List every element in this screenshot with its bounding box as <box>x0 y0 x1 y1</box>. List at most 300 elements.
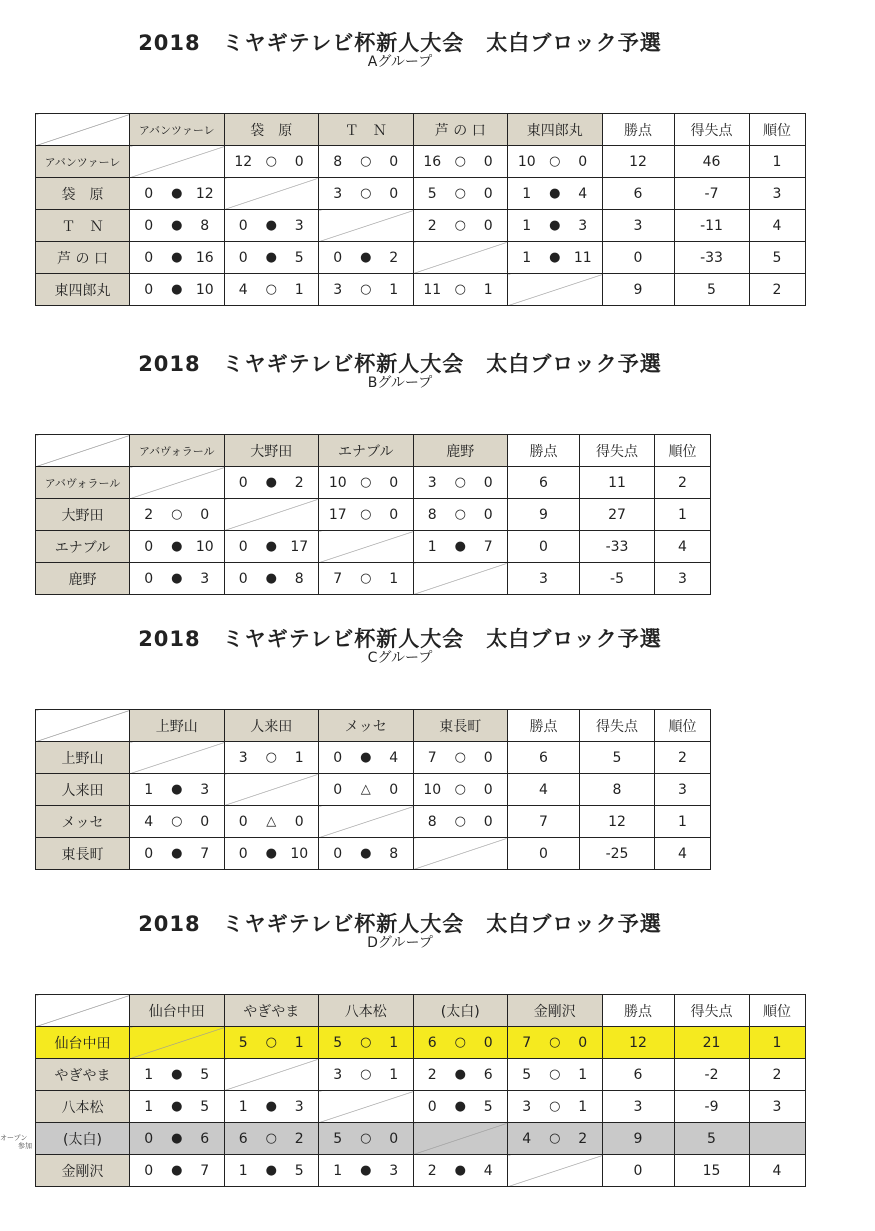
score-mark: ● <box>171 782 183 797</box>
team-row <box>36 499 711 531</box>
rank-cell: 1 <box>655 806 711 838</box>
goal-diff-cell: -5 <box>580 563 655 595</box>
score-mark: ○ <box>171 814 183 829</box>
score <box>517 186 593 202</box>
stat-header: 勝点 <box>602 995 674 1027</box>
score-scored: 0 <box>144 249 154 266</box>
match-result-cell <box>508 146 603 178</box>
score-mark: ○ <box>549 1131 561 1146</box>
match-result-cell <box>319 1123 414 1155</box>
stat-header: 得失点 <box>674 995 749 1027</box>
column-team-header: Ｔ Ｎ <box>319 114 414 146</box>
column-team-header: アバンツァーレ <box>130 114 225 146</box>
score-scored: 2 <box>427 217 437 234</box>
score-scored: 2 <box>427 1066 437 1083</box>
score <box>422 1099 498 1115</box>
row-team-name: Ｔ Ｎ <box>36 210 130 242</box>
team-row <box>36 774 711 806</box>
score <box>328 186 404 202</box>
score-conceded: 3 <box>294 217 304 234</box>
score-mark: ○ <box>454 782 466 797</box>
score-mark: ● <box>265 846 277 861</box>
goal-diff-cell: 46 <box>674 146 749 178</box>
match-result-cell <box>130 242 225 274</box>
score-scored: 11 <box>423 281 442 298</box>
score-mark: ○ <box>454 814 466 829</box>
score-conceded: 8 <box>294 570 304 587</box>
score <box>233 1099 309 1115</box>
score <box>422 186 498 202</box>
score-mark: ● <box>171 1163 183 1178</box>
match-result-cell <box>130 838 225 870</box>
corner-cell <box>36 114 130 146</box>
score <box>422 1035 498 1051</box>
score-conceded: 0 <box>578 1034 588 1051</box>
score-mark: ○ <box>360 571 372 586</box>
score-conceded: 0 <box>389 185 399 202</box>
goal-diff-cell: -25 <box>580 838 655 870</box>
score-scored: 0 <box>333 781 343 798</box>
score-scored: 1 <box>427 538 437 555</box>
team-row <box>36 467 711 499</box>
score-scored: 8 <box>333 153 343 170</box>
match-result-cell <box>413 467 508 499</box>
goal-diff-cell: 12 <box>580 806 655 838</box>
match-result-cell <box>413 178 508 210</box>
goal-diff-cell: -9 <box>674 1091 749 1123</box>
self-match-cell <box>413 1123 508 1155</box>
header-row <box>36 710 711 742</box>
points-cell: 6 <box>508 467 580 499</box>
score-scored: 16 <box>423 153 442 170</box>
match-result-cell <box>224 146 319 178</box>
score-mark: ● <box>171 250 183 265</box>
match-result-cell <box>130 1091 225 1123</box>
score-conceded: 1 <box>294 749 304 766</box>
score-mark: ● <box>171 282 183 297</box>
score-conceded: 1 <box>578 1066 588 1083</box>
goal-diff-cell: -2 <box>674 1059 749 1091</box>
self-match-cell <box>224 774 319 806</box>
match-result-cell <box>130 499 225 531</box>
score-mark: ○ <box>265 1131 277 1146</box>
match-result-cell <box>130 806 225 838</box>
score-mark: ● <box>171 539 183 554</box>
score-mark: ○ <box>454 750 466 765</box>
score-mark: ○ <box>454 218 466 233</box>
score-mark: ○ <box>360 1131 372 1146</box>
column-team-header: 八本松 <box>319 995 414 1027</box>
score-mark: ○ <box>454 282 466 297</box>
score <box>328 1067 404 1083</box>
match-result-cell <box>224 742 319 774</box>
score-mark: ○ <box>549 1035 561 1050</box>
score <box>139 539 215 555</box>
match-result-cell <box>413 274 508 306</box>
score <box>233 1131 309 1147</box>
score-mark: ● <box>360 250 372 265</box>
score-scored: 1 <box>333 1162 343 1179</box>
score <box>517 1131 593 1147</box>
match-result-cell <box>130 178 225 210</box>
match-result-cell <box>319 1027 414 1059</box>
score <box>422 750 498 766</box>
match-result-cell <box>319 146 414 178</box>
score-scored: 3 <box>333 281 343 298</box>
points-cell: 9 <box>602 1123 674 1155</box>
match-result-cell <box>319 742 414 774</box>
score <box>328 1131 404 1147</box>
score-conceded: 7 <box>200 845 210 862</box>
rank-cell: 1 <box>749 1027 805 1059</box>
score-mark: ● <box>265 571 277 586</box>
match-result-cell <box>508 1091 603 1123</box>
score-conceded: 0 <box>200 506 210 523</box>
row-team-name: アバンツァーレ <box>36 146 130 178</box>
team-row <box>36 274 806 306</box>
score-scored: 8 <box>427 506 437 523</box>
score-scored: 0 <box>427 1098 437 1115</box>
stat-header: 勝点 <box>508 435 580 467</box>
column-team-header: 大野田 <box>224 435 319 467</box>
team-row <box>36 742 711 774</box>
self-match-cell <box>319 806 414 838</box>
score-conceded: 1 <box>389 1066 399 1083</box>
score-scored: 0 <box>238 570 248 587</box>
row-team-name: アバヴォラール <box>36 467 130 499</box>
score-mark: ● <box>360 1163 372 1178</box>
stat-header: 得失点 <box>580 710 655 742</box>
match-result-cell <box>130 1123 225 1155</box>
score <box>422 154 498 170</box>
score-mark: ● <box>265 250 277 265</box>
score-scored: 0 <box>333 749 343 766</box>
goal-diff-cell: -33 <box>580 531 655 563</box>
rank-cell: 2 <box>655 467 711 499</box>
match-result-cell <box>224 1091 319 1123</box>
match-result-cell <box>130 531 225 563</box>
league-table <box>35 994 806 1187</box>
group-subtitle: Cグループ <box>367 650 433 666</box>
match-result-cell <box>130 563 225 595</box>
score-conceded: 0 <box>294 153 304 170</box>
match-result-cell <box>413 1027 508 1059</box>
score-mark: ○ <box>454 1035 466 1050</box>
score-mark: ● <box>171 1099 183 1114</box>
column-team-header: 袋 原 <box>224 114 319 146</box>
score-conceded: 0 <box>389 781 399 798</box>
score <box>517 1099 593 1115</box>
score-mark: ○ <box>265 154 277 169</box>
team-row <box>36 178 806 210</box>
row-team-name: 大野田 <box>36 499 130 531</box>
points-cell: 0 <box>602 1155 674 1187</box>
score-scored: 8 <box>427 813 437 830</box>
points-cell: 3 <box>602 1091 674 1123</box>
match-result-cell <box>413 742 508 774</box>
corner-cell <box>36 435 130 467</box>
match-result-cell <box>319 467 414 499</box>
score-scored: 0 <box>144 845 154 862</box>
score-scored: 0 <box>238 249 248 266</box>
score-mark: ○ <box>171 507 183 522</box>
score-mark: ○ <box>265 282 277 297</box>
score <box>233 154 309 170</box>
score-mark: ● <box>265 1163 277 1178</box>
score-scored: 3 <box>333 185 343 202</box>
score-conceded: 0 <box>483 506 493 523</box>
score-mark: ● <box>171 186 183 201</box>
goal-diff-cell: 8 <box>580 774 655 806</box>
score-mark: ○ <box>454 475 466 490</box>
score-conceded: 4 <box>483 1162 493 1179</box>
team-row <box>36 210 806 242</box>
score-conceded: 0 <box>483 185 493 202</box>
match-result-cell <box>319 178 414 210</box>
match-result-cell <box>413 1091 508 1123</box>
match-result-cell <box>319 774 414 806</box>
points-cell: 0 <box>508 838 580 870</box>
score-scored: 0 <box>333 845 343 862</box>
score-conceded: 0 <box>389 474 399 491</box>
team-row <box>36 531 711 563</box>
score-scored: 1 <box>522 217 532 234</box>
match-result-cell <box>508 1027 603 1059</box>
score-mark: ○ <box>360 186 372 201</box>
stat-header: 順位 <box>655 435 711 467</box>
score <box>328 571 404 587</box>
group-title: 2018 ミヤギテレビ杯新人大会 太白ブロック予選 <box>138 912 662 936</box>
score <box>517 154 593 170</box>
column-team-header: エナブル <box>319 435 414 467</box>
score-conceded: 0 <box>483 813 493 830</box>
points-cell: 12 <box>602 1027 674 1059</box>
team-row <box>36 806 711 838</box>
score-mark: ○ <box>549 154 561 169</box>
score-conceded: 2 <box>389 249 399 266</box>
score <box>328 750 404 766</box>
league-table <box>35 113 806 306</box>
match-result-cell <box>130 274 225 306</box>
goal-diff-cell: 27 <box>580 499 655 531</box>
row-team-name: 八本松 <box>36 1091 130 1123</box>
score-conceded: 3 <box>200 781 210 798</box>
score-conceded: 10 <box>195 281 214 298</box>
self-match-cell <box>413 242 508 274</box>
match-result-cell <box>130 1155 225 1187</box>
score <box>328 154 404 170</box>
goal-diff-cell: -11 <box>674 210 749 242</box>
score <box>139 218 215 234</box>
team-row <box>36 838 711 870</box>
score-scored: 4 <box>144 813 154 830</box>
score <box>328 475 404 491</box>
column-team-header: (太白) <box>413 995 508 1027</box>
match-result-cell <box>224 1027 319 1059</box>
match-result-cell <box>224 563 319 595</box>
group-title: 2018 ミヤギテレビ杯新人大会 太白ブロック予選 <box>138 31 662 55</box>
match-result-cell <box>319 1059 414 1091</box>
match-result-cell <box>413 146 508 178</box>
score <box>139 571 215 587</box>
points-cell: 12 <box>602 146 674 178</box>
score-scored: 3 <box>427 474 437 491</box>
points-cell: 7 <box>508 806 580 838</box>
self-match-cell <box>130 742 225 774</box>
score-mark: △ <box>266 814 277 829</box>
points-cell: 6 <box>508 742 580 774</box>
team-row <box>36 1123 806 1155</box>
score <box>517 1067 593 1083</box>
stat-header: 順位 <box>749 114 805 146</box>
team-row <box>36 1155 806 1187</box>
column-team-header: 芦 の 口 <box>413 114 508 146</box>
score <box>233 1035 309 1051</box>
goal-diff-cell: -33 <box>674 242 749 274</box>
score-scored: 0 <box>238 474 248 491</box>
score <box>422 1163 498 1179</box>
rank-cell: 3 <box>749 1091 805 1123</box>
score-scored: 1 <box>144 1066 154 1083</box>
match-result-cell <box>319 499 414 531</box>
score-scored: 4 <box>522 1130 532 1147</box>
match-result-cell <box>224 1155 319 1187</box>
score <box>139 282 215 298</box>
score <box>233 282 309 298</box>
rank-cell: 1 <box>749 146 805 178</box>
score-conceded: 0 <box>483 474 493 491</box>
score <box>328 782 404 798</box>
stat-header: 得失点 <box>580 435 655 467</box>
score-conceded: 3 <box>294 1098 304 1115</box>
score <box>328 1163 404 1179</box>
score-scored: 0 <box>144 1162 154 1179</box>
score-mark: ○ <box>265 1035 277 1050</box>
goal-diff-cell: -7 <box>674 178 749 210</box>
group-subtitle: Aグループ <box>367 54 433 70</box>
goal-diff-cell: 21 <box>674 1027 749 1059</box>
score <box>233 1163 309 1179</box>
score-scored: 1 <box>238 1162 248 1179</box>
row-team-name: 人来田 <box>36 774 130 806</box>
score-mark: ● <box>454 539 466 554</box>
score-conceded: 1 <box>389 1034 399 1051</box>
score-scored: 0 <box>144 570 154 587</box>
score-mark: ○ <box>360 507 372 522</box>
group-title: 2018 ミヤギテレビ杯新人大会 太白ブロック予選 <box>138 352 662 376</box>
rank-cell: 3 <box>655 774 711 806</box>
row-team-name: 袋 原 <box>36 178 130 210</box>
score-scored: 3 <box>238 749 248 766</box>
score <box>233 539 309 555</box>
column-team-header: 鹿野 <box>413 435 508 467</box>
match-result-cell <box>413 774 508 806</box>
score <box>328 846 404 862</box>
points-cell: 0 <box>508 531 580 563</box>
score <box>422 814 498 830</box>
score <box>139 250 215 266</box>
self-match-cell <box>130 1027 225 1059</box>
score-conceded: 0 <box>389 153 399 170</box>
points-cell: 4 <box>508 774 580 806</box>
score-mark: ○ <box>360 282 372 297</box>
team-row <box>36 563 711 595</box>
score <box>422 475 498 491</box>
match-result-cell <box>508 210 603 242</box>
rank-cell: 4 <box>655 838 711 870</box>
match-result-cell <box>508 1059 603 1091</box>
score <box>139 1067 215 1083</box>
points-cell: 6 <box>602 1059 674 1091</box>
score <box>328 507 404 523</box>
score-conceded: 10 <box>290 845 309 862</box>
score-mark: △ <box>360 782 371 797</box>
team-row <box>36 146 806 178</box>
score-conceded: 0 <box>578 153 588 170</box>
points-cell: 3 <box>602 210 674 242</box>
self-match-cell <box>508 1155 603 1187</box>
match-result-cell <box>319 1155 414 1187</box>
score-scored: 0 <box>144 281 154 298</box>
score-scored: 7 <box>522 1034 532 1051</box>
score-conceded: 0 <box>294 813 304 830</box>
score-mark: ● <box>454 1099 466 1114</box>
score-scored: 5 <box>238 1034 248 1051</box>
score-conceded: 10 <box>195 538 214 555</box>
score <box>422 782 498 798</box>
score-scored: 2 <box>144 506 154 523</box>
score-conceded: 0 <box>389 1130 399 1147</box>
points-cell: 6 <box>602 178 674 210</box>
stat-header: 勝点 <box>602 114 674 146</box>
self-match-cell <box>508 274 603 306</box>
row-team-name: 金剛沢 <box>36 1155 130 1187</box>
match-result-cell <box>413 1059 508 1091</box>
score <box>233 218 309 234</box>
score <box>233 814 309 830</box>
score-conceded: 0 <box>483 217 493 234</box>
score-scored: 0 <box>333 249 343 266</box>
row-team-name: 上野山 <box>36 742 130 774</box>
score-mark: ○ <box>454 507 466 522</box>
header-row <box>36 114 806 146</box>
column-team-header: 人来田 <box>224 710 319 742</box>
score-scored: 0 <box>238 538 248 555</box>
score-scored: 1 <box>238 1098 248 1115</box>
score-mark: ○ <box>360 1067 372 1082</box>
team-row <box>36 242 806 274</box>
score-mark: ● <box>360 846 372 861</box>
match-result-cell <box>508 242 603 274</box>
rank-cell: 2 <box>749 274 805 306</box>
score-scored: 6 <box>427 1034 437 1051</box>
match-result-cell <box>224 210 319 242</box>
match-result-cell <box>319 563 414 595</box>
score-conceded: 11 <box>573 249 592 266</box>
score-mark: ● <box>454 1163 466 1178</box>
column-team-header: アバヴォラール <box>130 435 225 467</box>
match-result-cell <box>130 1059 225 1091</box>
self-match-cell <box>224 178 319 210</box>
score <box>422 282 498 298</box>
row-team-name: メッセ <box>36 806 130 838</box>
score-scored: 10 <box>423 781 442 798</box>
goal-diff-cell: 5 <box>674 1123 749 1155</box>
score <box>139 507 215 523</box>
score-conceded: 0 <box>483 153 493 170</box>
score-scored: 0 <box>144 1130 154 1147</box>
score-conceded: 7 <box>483 538 493 555</box>
